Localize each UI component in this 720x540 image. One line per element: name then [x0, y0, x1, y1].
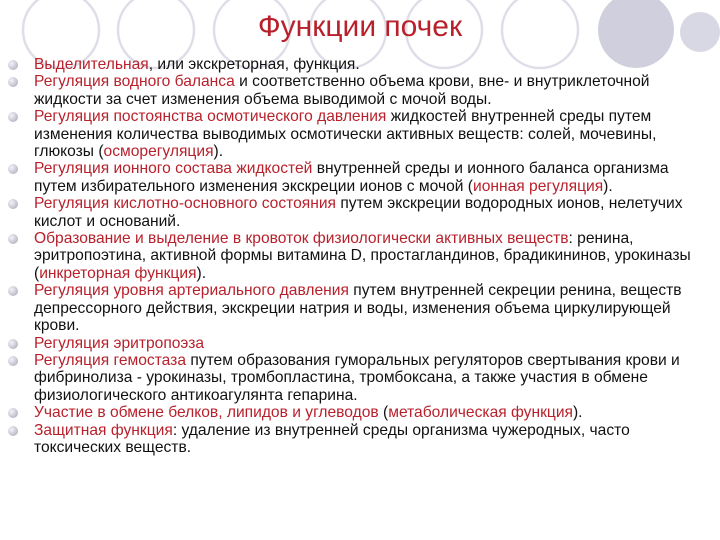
highlighted-text: Регуляция уровня артериального давления — [34, 282, 349, 300]
highlighted-text: Регуляция кислотно-основного состояния — [34, 195, 337, 213]
bullet-icon — [8, 356, 18, 366]
highlighted-text: Образование и выделение в кровоток физиологически активных веществ — [34, 230, 569, 248]
body-text: путем внутренней секреции ренина, веществ депрессорного действия, экскреции натрия и воды, изменения объема циркулирующей крови. — [34, 282, 682, 335]
body-text: ). — [572, 404, 583, 422]
highlighted-text: инкреторная функция — [39, 264, 197, 282]
bullet-icon — [8, 77, 18, 87]
highlighted-text: метаболическая функция — [388, 404, 573, 422]
body-text: жидкостей внутренней среды путем изменения количества выводимых осмотически активных веществ: солей, мочевины, глюкозы ( — [34, 108, 657, 161]
list-item — [0, 352, 712, 404]
highlighted-text: Участие в обмене белков, липидов и углеводов — [34, 404, 379, 422]
body-text: внутренней среды и ионного баланса организма путем избирательного изменения экскреции ионов с мочой ( — [34, 160, 669, 195]
body-text: : ренина, эритропоэтина, активной формы витамина D, простагландинов, брадикининов, урокиназы ( — [34, 230, 691, 282]
body-text: ). — [213, 143, 224, 161]
body-text: путем образования гуморальных регуляторов свертывания крови и фибринолиза - урокиназы, тромбопластина, тромбоксана, а также участия в обмене физиологического антикоагулянта гепарина. — [34, 351, 680, 404]
highlighted-text: Регуляция водного баланса — [34, 73, 235, 91]
bullet-icon — [8, 199, 18, 209]
highlighted-text: Защитная функция — [34, 421, 173, 439]
bullet-icon — [8, 426, 18, 436]
highlighted-text: ионная регуляция — [472, 177, 604, 195]
body-text: и соответственно объема крови, вне- и внутриклеточной жидкости за счет изменения объема выводимой с мочой воды. — [34, 73, 650, 108]
list-item — [0, 422, 712, 457]
bullet-icon — [8, 408, 18, 418]
body-text: путем экскреции водородных ионов, нелетучих кислот и оснований. — [34, 195, 683, 230]
bullet-icon — [8, 339, 18, 349]
highlighted-text: Регуляция гемостаза — [34, 351, 186, 369]
list-item — [0, 195, 712, 230]
highlighted-text: Выделительная — [34, 56, 149, 73]
list-item — [0, 108, 712, 160]
list-item — [0, 73, 712, 108]
list-item — [0, 160, 712, 195]
body-text: , или экскреторная, функция. — [148, 56, 360, 73]
body-text: ( — [378, 404, 389, 422]
highlighted-text: Регуляция ионного состава жидкостей — [34, 160, 313, 178]
list-item — [0, 335, 712, 352]
list-item — [0, 282, 712, 334]
body-text: : удаление из внутренней среды организма чужеродных, часто токсических веществ. — [34, 421, 630, 456]
bullet-icon — [8, 112, 18, 122]
highlighted-text: Регуляция эритропоэза — [34, 334, 205, 352]
bullet-icon — [8, 286, 18, 296]
bullet-icon — [8, 234, 18, 244]
bullet-icon — [8, 60, 18, 70]
list-item — [0, 404, 712, 421]
bullet-icon — [8, 164, 18, 174]
highlighted-text: Регуляция постоянства осмотического давления — [34, 108, 387, 126]
list-item — [0, 230, 712, 282]
highlighted-text: осморегуляция — [103, 143, 214, 161]
slide-title: Функции почек — [257, 10, 463, 43]
body-text: ). — [196, 264, 207, 282]
list-item — [0, 56, 712, 73]
function-list — [0, 56, 712, 456]
body-text: ). — [603, 177, 613, 195]
